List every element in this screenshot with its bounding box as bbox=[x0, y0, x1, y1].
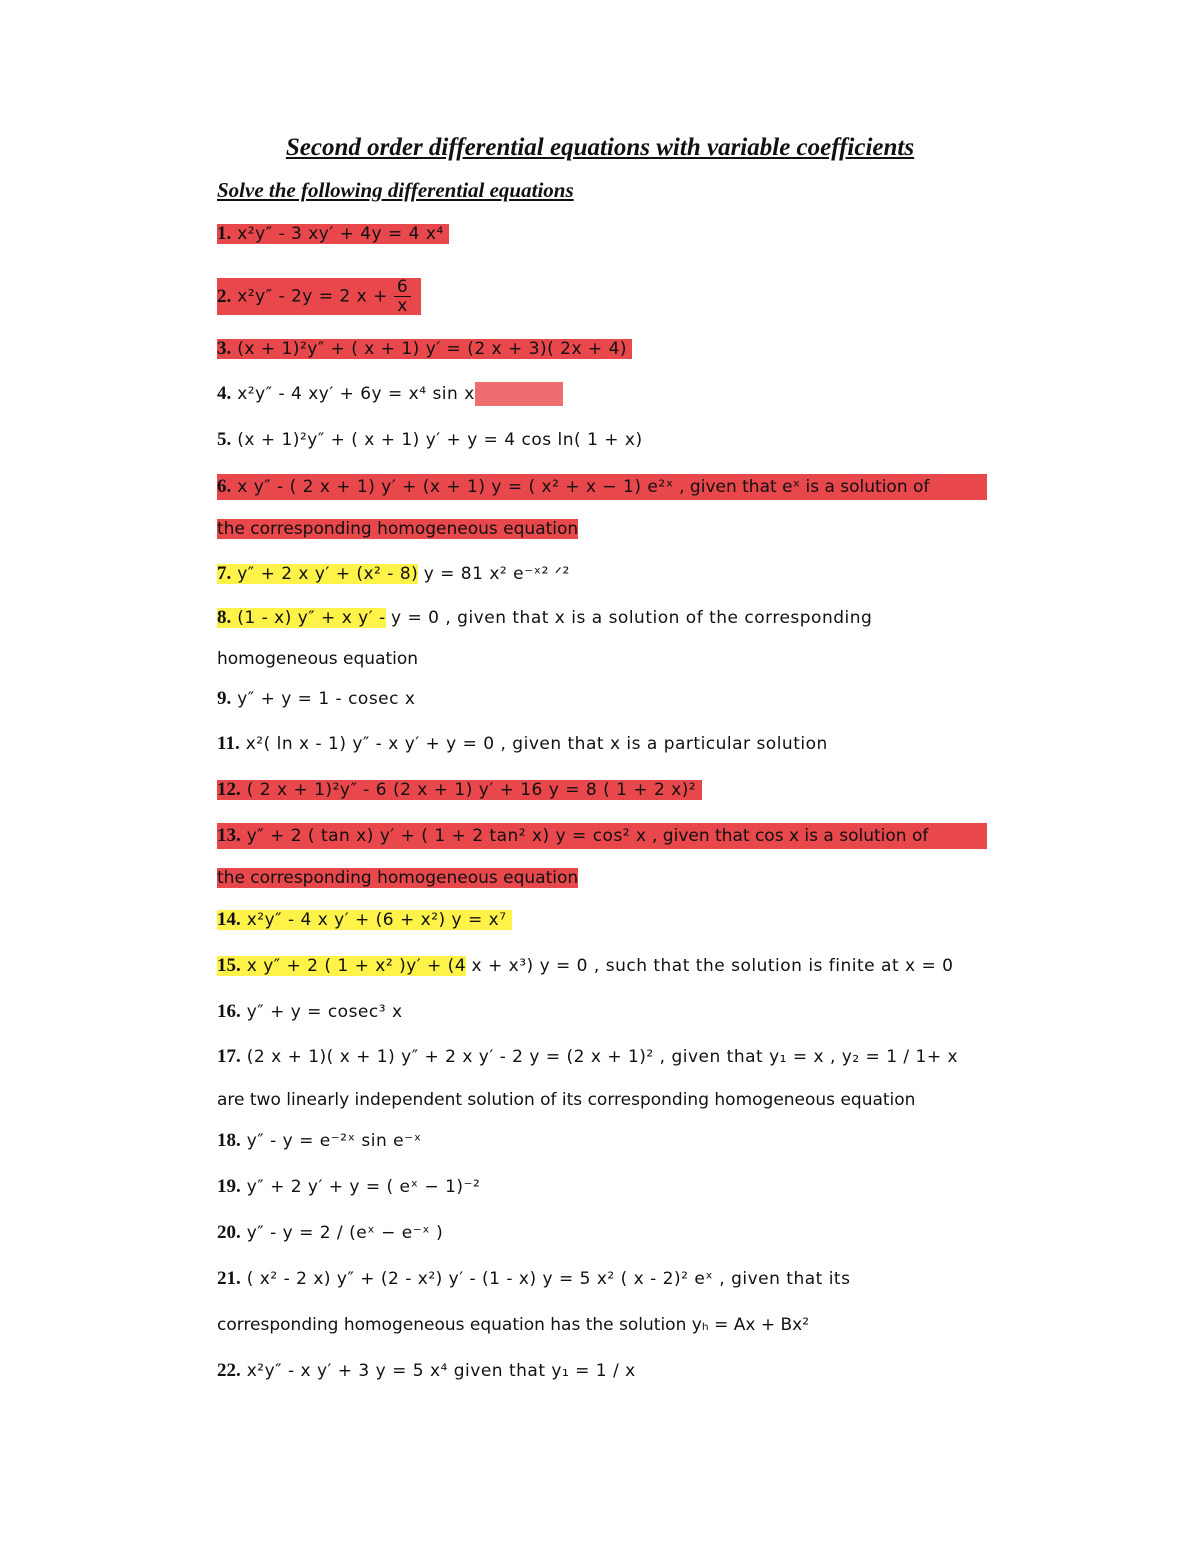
problem-condition: y = 0 , given that x is a solution of the corresponding bbox=[391, 608, 873, 628]
problem-number: 8. bbox=[217, 607, 232, 628]
problem-5 bbox=[217, 427, 643, 453]
problem-16 bbox=[217, 999, 403, 1025]
problem-equation: y″ - y = 2 / (eˣ − e⁻ˣ ) bbox=[246, 1223, 444, 1243]
problem-equation: y″ + 2 x y′ + (x² - 8) bbox=[237, 564, 419, 584]
page-title: Second order differential equations with variable coefficients bbox=[285, 134, 915, 161]
problem-equation: x²y″ - 3 xy′ + 4y = 4 x⁴ bbox=[237, 224, 444, 244]
problem-17-continued bbox=[217, 1087, 915, 1113]
fraction-numerator: 6 bbox=[394, 278, 411, 297]
problem-condition: the corresponding homogeneous equation bbox=[217, 868, 579, 888]
problem-12 bbox=[217, 777, 702, 803]
problem-number: 20. bbox=[217, 1222, 241, 1243]
problem-number: 2. bbox=[217, 285, 232, 307]
problem-1 bbox=[217, 221, 449, 247]
problem-condition: , given that eˣ is a solution of bbox=[679, 477, 930, 497]
problem-3 bbox=[217, 336, 632, 362]
problem-15 bbox=[217, 953, 953, 979]
problem-6 bbox=[217, 474, 987, 500]
problem-equation: (x + 1)²y″ + ( x + 1) y′ = (2 x + 3)( 2x + 4) bbox=[237, 339, 628, 359]
problem-number: 15. bbox=[217, 955, 241, 976]
problem-equation: y″ - y = e⁻²ˣ sin e⁻ˣ bbox=[246, 1131, 422, 1151]
problem-condition: the corresponding homogeneous equation bbox=[217, 519, 579, 539]
problem-equation: (2 x + 1)( x + 1) y″ + 2 x y′ - 2 y = (2 x + 1)² , given that y₁ = x , y₂ = 1 / 1+ x bbox=[246, 1047, 959, 1067]
problem-number: 14. bbox=[217, 909, 241, 930]
problem-condition: are two linearly independent solution of its corresponding homogeneous equation bbox=[217, 1090, 916, 1110]
problem-equation: x²y″ - 4 xy′ + 6y = x⁴ sin x bbox=[237, 384, 475, 404]
problem-equation: x y″ + 2 ( 1 + x² )y′ + (4 bbox=[246, 956, 467, 976]
problem-8-continued bbox=[217, 646, 418, 672]
problem-equation: y″ + y = 1 - cosec x bbox=[237, 689, 416, 709]
problem-condition: , given that cos x is a solution of bbox=[652, 826, 929, 846]
problem-number: 11. bbox=[217, 733, 240, 754]
problem-equation: x²y″ - 4 x y′ + (6 + x²) y = x⁷ bbox=[246, 910, 507, 930]
problem-11 bbox=[217, 731, 828, 757]
problem-19 bbox=[217, 1174, 480, 1200]
fraction-denominator: x bbox=[397, 296, 408, 316]
problem-7 bbox=[217, 561, 570, 587]
fraction bbox=[394, 278, 411, 315]
problem-number: 4. bbox=[217, 383, 232, 404]
problem-number: 13. bbox=[217, 825, 241, 846]
problem-number: 7. bbox=[217, 563, 232, 584]
problem-number: 21. bbox=[217, 1268, 241, 1289]
problem-equation: ( 2 x + 1)²y″ - 6 (2 x + 1) y′ + 16 y = 8 ( 1 + 2 x)² bbox=[246, 780, 697, 800]
problem-equation: (1 - x) y″ + x y′ - bbox=[237, 608, 386, 628]
problem-number: 22. bbox=[217, 1360, 241, 1381]
problem-9 bbox=[217, 686, 415, 712]
problem-2 bbox=[217, 278, 421, 318]
problem-number: 18. bbox=[217, 1130, 241, 1151]
problem-equation: (x + 1)²y″ + ( x + 1) y′ + y = 4 cos ln( 1 + x) bbox=[237, 430, 643, 450]
problem-number: 5. bbox=[217, 429, 232, 450]
problem-13 bbox=[217, 823, 987, 849]
problem-number: 17. bbox=[217, 1046, 241, 1067]
problem-equation: y″ + y = cosec³ x bbox=[246, 1002, 403, 1022]
highlight-mark bbox=[475, 382, 563, 406]
problem-condition: x + x³) y = 0 , such that the solution is finite at x = 0 bbox=[471, 956, 954, 976]
problem-number: 1. bbox=[217, 223, 232, 244]
instructions-heading: Solve the following differential equations bbox=[217, 178, 574, 202]
problem-equation: x²y″ - x y′ + 3 y = 5 x⁴ given that y₁ = 1 / x bbox=[246, 1361, 636, 1381]
problem-number: 19. bbox=[217, 1176, 241, 1197]
problem-21-continued bbox=[217, 1312, 809, 1338]
problem-equation: x y″ - ( 2 x + 1) y′ + (x + 1) y = ( x² + x − 1) e²ˣ bbox=[237, 477, 674, 497]
problem-13-continued bbox=[217, 865, 578, 891]
problem-14 bbox=[217, 907, 512, 933]
problem-8 bbox=[217, 605, 872, 631]
problem-condition: corresponding homogeneous equation has the solution yₕ = Ax + Bx² bbox=[217, 1315, 810, 1335]
problem-18 bbox=[217, 1128, 422, 1154]
problem-condition: homogeneous equation bbox=[217, 649, 419, 669]
problem-number: 12. bbox=[217, 779, 241, 800]
problem-equation: x²y″ - 2y = 2 x + bbox=[237, 286, 388, 307]
problem-equation: y″ + 2 ( tan x) y′ + ( 1 + 2 tan² x) y = cos² x bbox=[246, 826, 647, 846]
problem-equation: y″ + 2 y′ + y = ( eˣ − 1)⁻² bbox=[246, 1177, 481, 1197]
problem-equation: ( x² - 2 x) y″ + (2 - x²) y′ - (1 - x) y = 5 x² ( x - 2)² eˣ , given that its bbox=[246, 1269, 851, 1289]
problem-number: 3. bbox=[217, 338, 232, 359]
problem-number: 16. bbox=[217, 1001, 241, 1022]
problem-20 bbox=[217, 1220, 443, 1246]
problem-21 bbox=[217, 1266, 850, 1292]
problem-17 bbox=[217, 1044, 958, 1070]
problem-equation: x²( ln x - 1) y″ - x y′ + y = 0 , given that x is a particular solution bbox=[245, 734, 828, 754]
problem-number: 6. bbox=[217, 476, 232, 497]
problem-4 bbox=[217, 381, 563, 407]
problem-22 bbox=[217, 1358, 636, 1384]
problem-number: 9. bbox=[217, 688, 232, 709]
problem-6-continued bbox=[217, 516, 578, 542]
problem-equation: y = 81 x² e⁻ˣ² ᐟ² bbox=[423, 564, 570, 584]
